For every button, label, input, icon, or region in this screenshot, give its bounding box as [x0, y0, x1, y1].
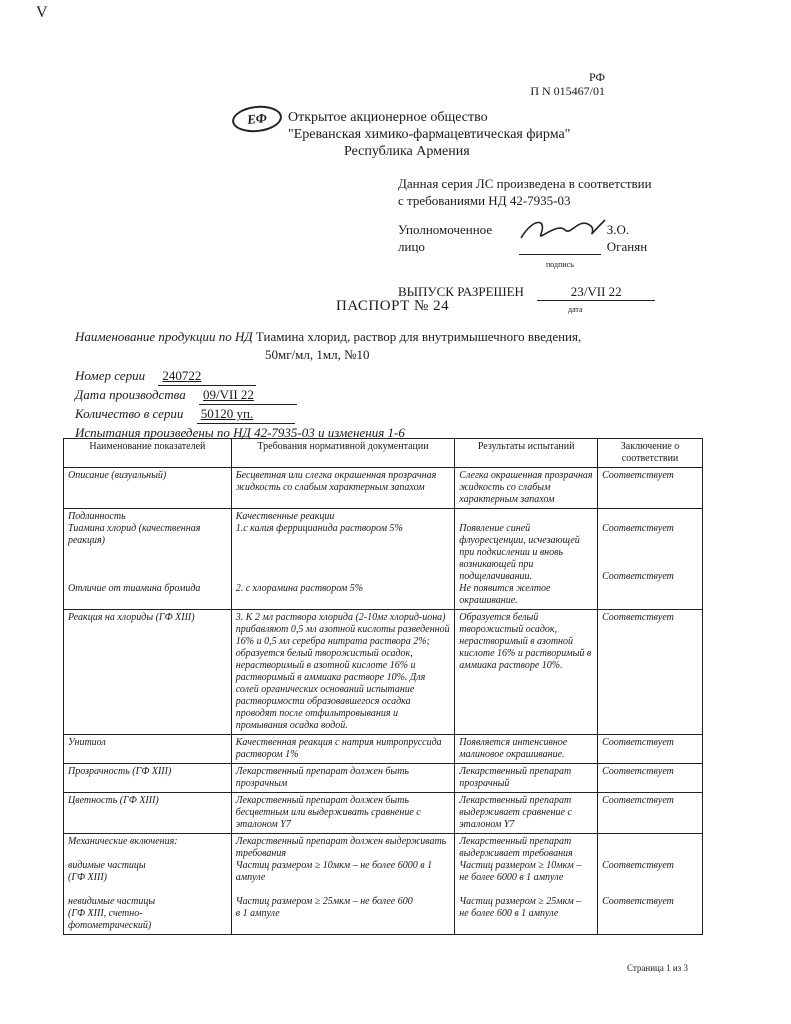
requirement-cell: Качественная реакция с натрия нитропруссида раствором 1%	[231, 735, 455, 764]
specification-table	[63, 438, 703, 935]
conclusion-cell: Соответствует	[598, 764, 703, 793]
requirement-cell: Бесцветная или слегка окрашенная прозрачная жидкость со слабым характерным запахом	[231, 468, 455, 509]
product-name-line1: Тиамина хлорид, раствор для внутримышечного введения,	[255, 329, 582, 344]
parameter-cell: Прозрачность (ГФ XIII)	[64, 764, 232, 793]
table-row	[64, 509, 703, 610]
conclusion-cell: Соответствует Соответствует	[598, 509, 703, 610]
parameter-cell: Подлинность Тиамина хлорид (качественная реакция) Отличие от тиамина бромида	[64, 509, 232, 610]
release-stamp	[398, 175, 668, 318]
product-block	[75, 328, 635, 364]
table-row	[64, 834, 703, 935]
requirement-cell: 3. К 2 мл раствора хлорида (2-10мг хлорид-иона) прибавляют 0,5 мл азотной кислоты разведенной 16% и 0,5 мл серебра нитрата раствора 2%; образуется белый творожистый осадок, нерастворимый в азотной кислоте 16% и растворимый в аммиака растворе 10%. Для солей органических оснований испытание растворимости образовавшегося осадка проводят после отфильтровывания и промывания осадка водой.	[231, 610, 455, 735]
table-row	[64, 610, 703, 735]
parameter-cell: Цветность (ГФ XIII)	[64, 793, 232, 834]
requirement-cell: Лекарственный препарат должен выдерживать требования Частиц размером ≥ 10мкм – не более 6000 в 1 ампуле Частиц размером ≥ 25мкм – не более 600 в 1 ампуле	[231, 834, 455, 935]
result-cell: Появление синей флуоресценции, исчезающей при подкислении и вновь возникающей при подщелачивании. Не появится желтое окрашивание.	[455, 509, 598, 610]
registration-number: П N 015467/01	[530, 84, 605, 98]
header-parameter: Наименование показателей	[64, 439, 232, 468]
conclusion-cell: Соответствует Соответствует	[598, 834, 703, 935]
conclusion-cell: Соответствует	[598, 793, 703, 834]
parameter-cell: Унитиол	[64, 735, 232, 764]
conclusion-cell: Соответствует	[598, 610, 703, 735]
header-conclusion: Заключение о соответствии	[598, 439, 703, 468]
table-row	[64, 468, 703, 509]
company-line1: Открытое акционерное общество	[288, 110, 488, 125]
result-cell: Появляется интенсивное малиновое окрашивание.	[455, 735, 598, 764]
table-header-row	[64, 439, 703, 468]
stamp-line1: Данная серия ЛС произведена в соответствии	[398, 176, 652, 191]
release-label: ВЫПУСК РАЗРЕШЕН	[398, 284, 524, 299]
requirement-cell: Лекарственный препарат должен быть бесцветным или выдерживать сравнение с эталоном Y7	[231, 793, 455, 834]
product-name-line2: 50мг/мл, 1мл, №10	[265, 347, 370, 362]
requirement-cell: Качественные реакции 1.с калия феррицианида раствором 5% 2. с хлорамина раствором 5%	[231, 509, 455, 610]
authorized-person-name: З.О. Оганян	[606, 222, 648, 254]
batch-number-label: Номер серии	[75, 368, 146, 383]
parameter-cell: Описание (визуальный)	[64, 468, 232, 509]
date-caption: дата	[568, 305, 583, 314]
result-cell: Лекарственный препарат выдерживает требования Частиц размером ≥ 10мкм – не более 6000 в 1 ампуле Частиц размером ≥ 25мкм – не более 600 в 1 ампуле	[455, 834, 598, 935]
table-row	[64, 764, 703, 793]
authorized-person-label: Уполномоченное лицо	[398, 222, 493, 254]
parameter-cell: Реакция на хлориды (ГФ XIII)	[64, 610, 232, 735]
stamp-line2: с требованиями НД 42-7935-03	[398, 193, 571, 208]
signature-caption: подпись	[546, 260, 574, 269]
signature-line	[519, 238, 601, 255]
production-date-label: Дата производства	[75, 387, 186, 402]
production-date-value: 09/VII 22	[199, 386, 297, 405]
company-header	[288, 109, 570, 160]
batch-quantity-value: 50120 уп.	[197, 405, 295, 424]
conclusion-cell: Соответствует	[598, 468, 703, 509]
registration-country: РФ	[589, 70, 605, 84]
conclusion-cell: Соответствует	[598, 735, 703, 764]
table-row	[64, 793, 703, 834]
registration-block	[530, 70, 605, 98]
header-results: Результаты испытаний	[455, 439, 598, 468]
tests-standard-label: Испытания произведены по НД 42-7935-03 и изменения 1-6	[75, 425, 405, 440]
header-requirements: Требования нормативной документации	[231, 439, 455, 468]
result-cell: Образуется белый творожистый осадок, нерастворимый в азотной кислоте 16% и растворимый в аммиака растворе 10%.	[455, 610, 598, 735]
parameter-cell: Механические включения: видимые частицы (ГФ XIII) невидимые частицы (ГФ XIII, счетно- фотометрический)	[64, 834, 232, 935]
batch-block	[75, 367, 635, 442]
result-cell: Лекарственный препарат выдерживает сравнение с эталоном Y7	[455, 793, 598, 834]
table-row	[64, 735, 703, 764]
result-cell: Лекарственный препарат прозрачный	[455, 764, 598, 793]
handwritten-signature	[513, 212, 613, 246]
release-date: 23/VII 22	[537, 283, 655, 301]
table-body	[64, 468, 703, 935]
corner-check-mark: V	[36, 4, 48, 21]
product-label: Наименование продукции по НД	[75, 329, 253, 344]
passport-title: ПАСПОРТ № 24	[336, 298, 450, 314]
batch-number-value: 240722	[158, 367, 256, 386]
company-line3: Республика Армения	[344, 144, 470, 159]
company-line2: "Ереванская химико-фармацевтическая фирма"	[288, 127, 571, 142]
company-logo: ЕФ	[231, 103, 283, 134]
batch-quantity-label: Количество в серии	[75, 406, 184, 421]
page-number: Страница 1 из 3	[627, 963, 688, 973]
requirement-cell: Лекарственный препарат должен быть прозрачным	[231, 764, 455, 793]
result-cell: Слегка окрашенная прозрачная жидкость со слабым характерным запахом	[455, 468, 598, 509]
